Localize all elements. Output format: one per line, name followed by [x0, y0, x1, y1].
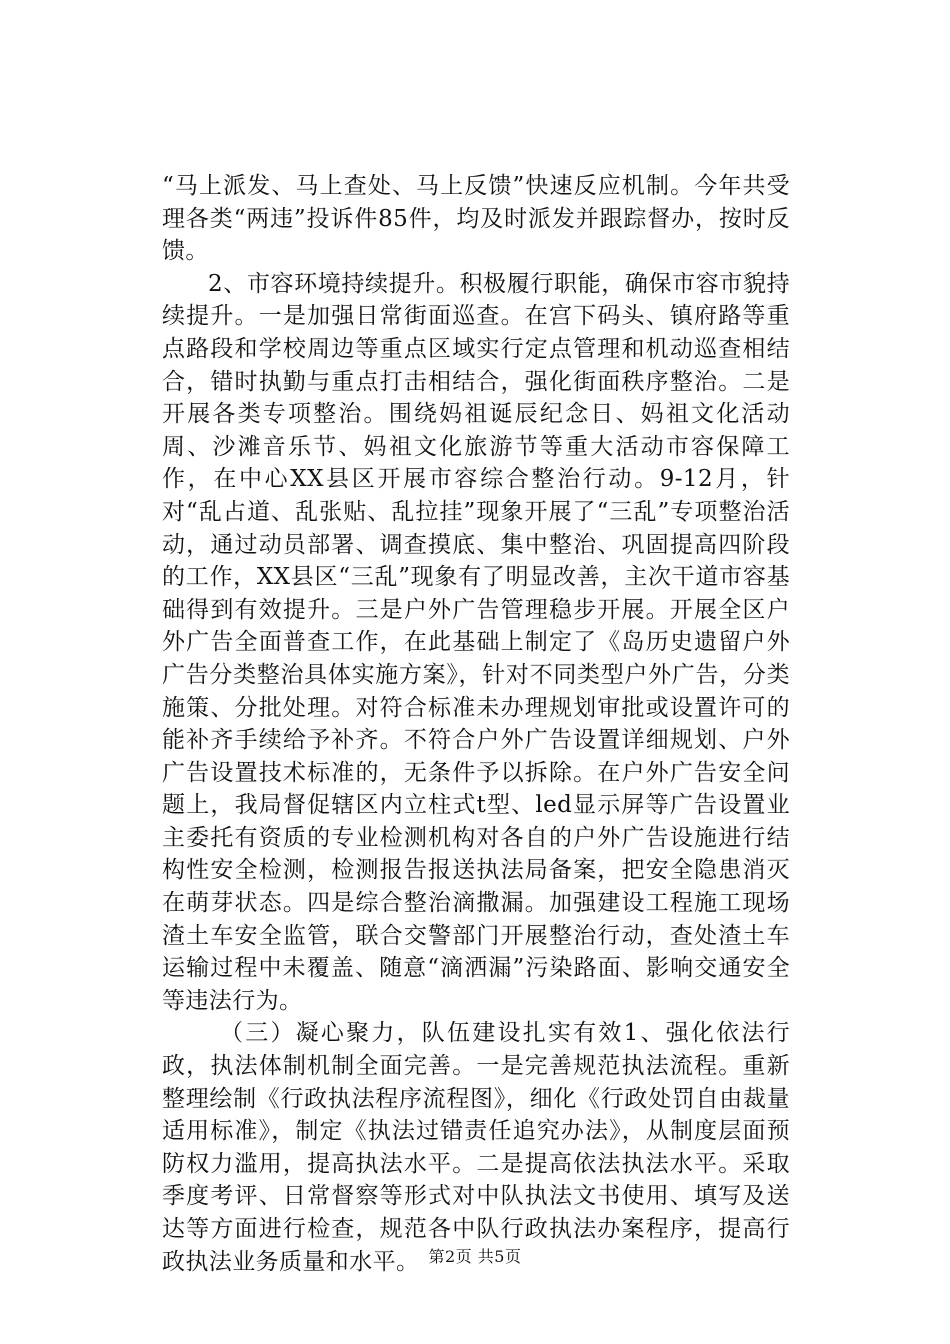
paragraph-team-building: （三）凝心聚力，队伍建设扎实有效1、强化依法行政，执法体制机制全面完善。一是完善规范执法流程。重新整理绘制《行政执法程序流程图》，细化《行政处罚自由裁量适用标准》，制定《执法过错责任追究办法》，从制度层面预防权力滥用，提高执法水平。二是提高依法执法水平。采取季度考评、日常督察等形式对中队执法文书使用、填写及送达等方面进行检查，规范各中队行政执法办案程序，提高行政执法业务质量和水平。	[162, 1020, 790, 1275]
paragraph-city-appearance: 2、市容环境持续提升。积极履行职能，确保市容市貌持续提升。一是加强日常街面巡查。在宫下码头、镇府路等重点路段和学校周边等重点区域实行定点管理和机动巡查相结合，错时执勤与重点打击相结合，强化街面秩序整治。二是开展各类专项整治。围绕妈祖诞辰纪念日、妈祖文化活动周、沙滩音乐节、妈祖文化旅游节等重大活动市容保障工作，在中心XX县区开展市容综合整治行动。9-12月，针对“乱占道、乱张贴、乱拉挂”现象开展了“三乱”专项整治活动，通过动员部署、调查摸底、集中整治、巩固提高四阶段的工作，XX县区“三乱”现象有了明显改善，主次干道市容基础得到有效提升。三是户外广告管理稳步开展。开展全区户外广告全面普查工作，在此基础上制定了《岛历史遗留户外广告分类整治具体实施方案》，针对不同类型户外广告，分类施策、分批处理。对符合标准未办理规划审批或设置许可的能补齐手续给予补齐。不符合户外广告设置详细规划、户外广告设置技术标准的，无条件予以拆除。在户外广告安全问题上，我局督促辖区内立柱式t型、led显示屏等广告设置业主委托有资质的专业检测机构对各自的户外广告设施进行结构性安全检测，检测报告报送执法局备案，把安全隐患消灭在萌芽状态。四是综合整治滴撒漏。加强建设工程施工现场渣土车安全监管，联合交警部门开展整治行动，查处渣土车运输过程中未覆盖、随意“滴洒漏”污染路面、影响交通安全等违法行为。	[162, 270, 790, 1014]
page-footer: 第2页 共5页	[428, 1247, 522, 1266]
document-body	[162, 170, 790, 1278]
paragraph-continued: “马上派发、马上查处、马上反馈”快速反应机制。今年共受理各类“两违”投诉件85件，均及时派发并跟踪督办，按时反馈。	[162, 173, 790, 265]
